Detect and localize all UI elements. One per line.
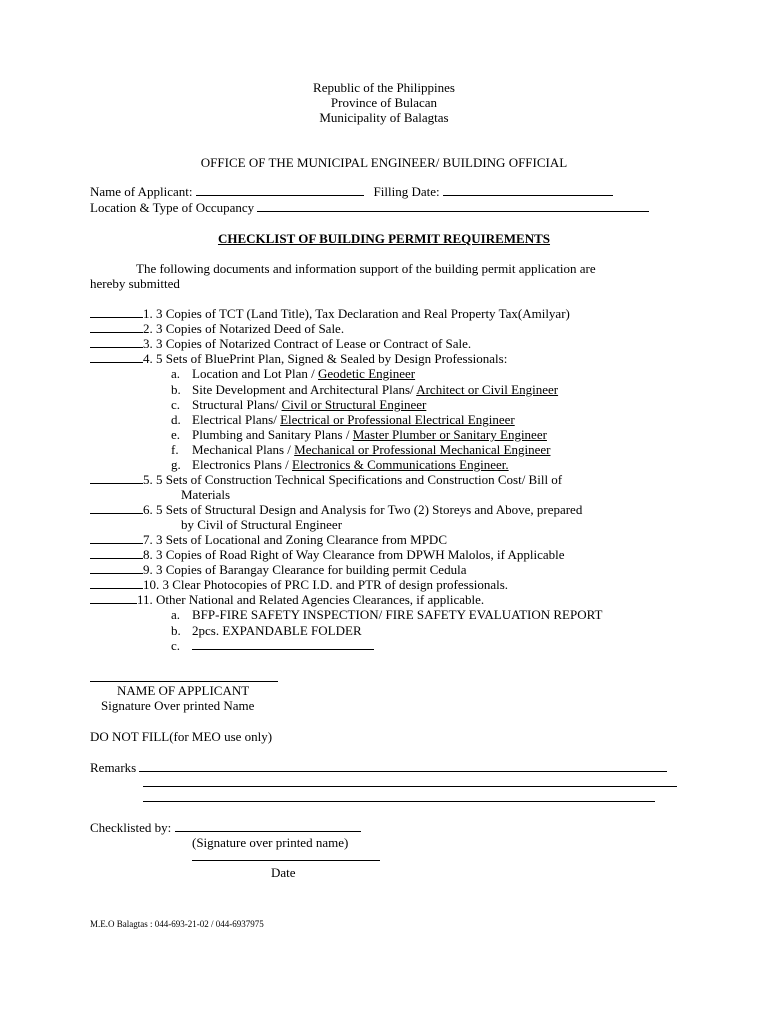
item-6-cont: by Civil of Structural Engineer [181,517,343,532]
item-5 [90,472,562,487]
meo-use-note: DO NOT FILL(for MEO use only) [90,729,273,744]
item-1 [90,306,570,321]
item-7-blank[interactable] [90,532,143,544]
plan-item: g. Electronics Plans / Electronics & Communications Engineer. [171,457,509,472]
item-11 [90,592,484,607]
item-8-blank[interactable] [90,547,143,559]
item-2-blank[interactable] [90,321,143,333]
header-office: OFFICE OF THE MUNICIPAL ENGINEER/ BUILDING OFFICIAL [200,155,568,170]
date-row [192,849,380,864]
checklisted-label: Checklisted by: [90,820,172,835]
plan-item: a. Location and Lot Plan / Geodetic Engineer [171,366,416,381]
intro-line-2: hereby submitted [90,276,180,291]
item-8-text: 8. 3 Copies of Road Right of Way Clearance from DPWH Malolos, if Applicable [143,547,565,562]
plan-item: d. Electrical Plans/ Electrical or Professional Electrical Engineer [171,412,515,427]
item-10-blank[interactable] [90,577,143,589]
item-5-cont: Materials [181,487,231,502]
item-9 [90,562,466,577]
clearance-item: c. [171,638,374,653]
remarks-line-3 [143,790,655,805]
plan-item: e. Plumbing and Sanitary Plans / Master Plumber or Sanitary Engineer [171,427,547,442]
date-caption: Date [271,865,296,880]
item-4-text: 4. 5 Sets of BluePrint Plan, Signed & Sealed by Design Professionals: [143,351,508,366]
footer-contact: M.E.O Balagtas : 044-693-21-02 / 044-6937975 [90,919,264,929]
plan-item: c. Structural Plans/ Civil or Structural Engineer [171,397,427,412]
clearance-item: a. BFP-FIRE SAFETY INSPECTION/ FIRE SAFETY EVALUATION REPORT [171,607,603,622]
item-1-text: 1. 3 Copies of TCT (Land Title), Tax Declaration and Real Property Tax(Amilyar) [143,306,570,321]
date-field[interactable] [192,849,380,861]
item-6-text: 6. 5 Sets of Structural Design and Analysis for Two (2) Storeys and Above, prepared [143,502,583,517]
item-2-text: 2. 3 Copies of Notarized Deed of Sale. [143,321,345,336]
remarks-line-2 [143,775,677,790]
item-1-blank[interactable] [90,306,143,318]
item-7-text: 7. 3 Sets of Locational and Zoning Clearance from MPDC [143,532,447,547]
clearance-other-field[interactable] [192,638,374,650]
applicant-signature-caption: Signature Over printed Name [101,698,255,713]
item-5-text: 5. 5 Sets of Construction Technical Specifications and Construction Cost/ Bill of [143,472,563,487]
intro-line-1: The following documents and information support of the building permit application are [136,261,596,276]
checklisted-signature-caption: (Signature over printed name) [192,835,349,850]
item-9-blank[interactable] [90,562,143,574]
remarks-field-2[interactable] [143,775,677,787]
item-3-blank[interactable] [90,336,143,348]
header-municipality: Municipality of Balagtas [319,110,449,125]
header-province: Province of Bulacan [330,95,438,110]
location-label: Location & Type of Occupancy [90,200,255,215]
applicant-label: Name of Applicant: [90,184,193,199]
item-10-text: 10. 3 Clear Photocopies of PRC I.D. and PTR of design professionals. [143,577,509,592]
clearance-item: b. 2pcs. EXPANDABLE FOLDER [171,623,362,638]
item-9-text: 9. 3 Copies of Barangay Clearance for building permit Cedula [143,562,467,577]
item-6 [90,502,582,517]
remarks-field-3[interactable] [143,790,655,802]
remarks-row [90,760,667,775]
header-republic: Republic of the Philippines [313,80,455,95]
applicant-name-field[interactable] [196,184,364,196]
checklisted-row [90,820,361,835]
plan-item: f. Mechanical Plans / Mechanical or Professional Mechanical Engineer [171,442,551,457]
item-6-blank[interactable] [90,502,143,514]
item-11-text: 11. Other National and Related Agencies Clearances, if applicable. [137,592,485,607]
item-8 [90,547,565,562]
filing-date-field[interactable] [443,184,613,196]
applicant-signature-line[interactable] [90,681,278,682]
filing-date-label: Filling Date: [373,184,440,199]
item-4 [90,351,507,366]
applicant-name-caption: NAME OF APPLICANT [117,683,250,698]
remarks-field-1[interactable] [139,760,667,772]
checklist-title: CHECKLIST OF BUILDING PERMIT REQUIREMENTS [217,231,551,246]
item-2 [90,321,344,336]
checklisted-signature-field[interactable] [175,820,361,832]
item-3-text: 3. 3 Copies of Notarized Contract of Lease or Contract of Sale. [143,336,472,351]
item-5-blank[interactable] [90,472,143,484]
item-10 [90,577,508,592]
applicant-row [90,184,613,199]
item-3 [90,336,471,351]
item-7 [90,532,447,547]
plan-item: b. Site Development and Architectural Plans/ Architect or Civil Engineer [171,382,559,397]
location-row [90,200,649,215]
item-4-blank[interactable] [90,351,143,363]
remarks-label: Remarks [90,760,137,775]
item-11-blank[interactable] [90,592,137,604]
location-field[interactable] [257,200,649,212]
